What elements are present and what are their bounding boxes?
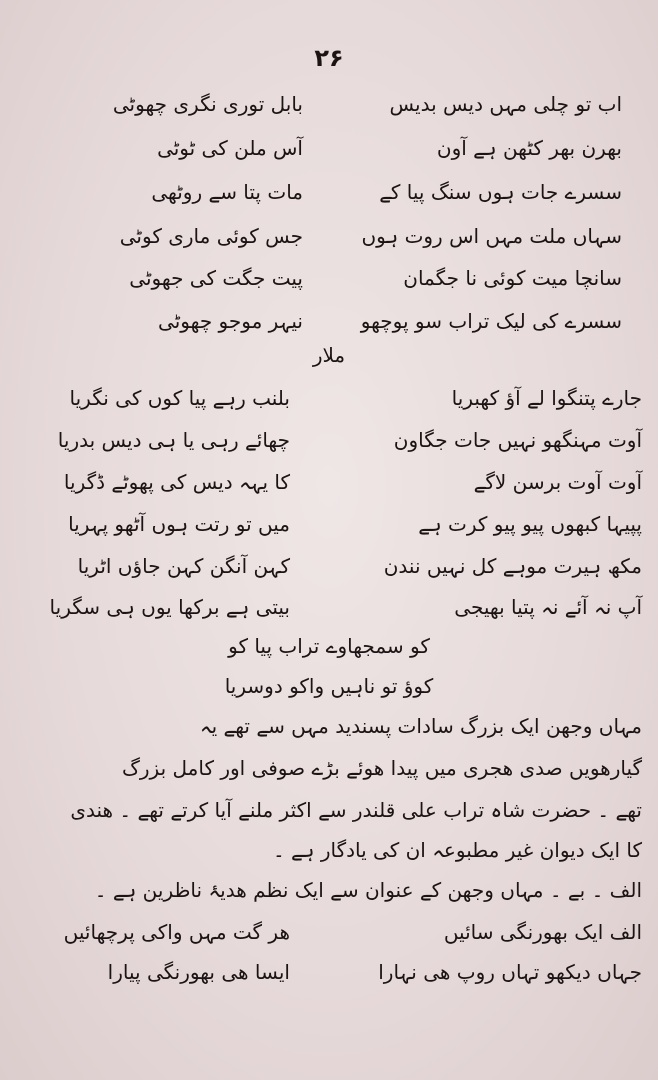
poem-line-right: سسرے جات ہوں سنگ پیا کے (379, 180, 622, 204)
intro-line: الف ۔ بے ۔ مہاں وجھن کے عنوان سے ایک نظم ھدیۂ ناظرین ہے ۔ (94, 878, 642, 902)
poem-line-right: پپیہا کبھوں پیو پیو کرت ہے (418, 512, 642, 536)
poem-line-left: پیت جگت کی جھوٹی (129, 266, 303, 290)
poem-line-left: کہن آنگن کہن جاؤں اٹریا (77, 554, 290, 578)
poem-line-left: بیتی ہے برکھا یوں ہی سگریا (49, 595, 290, 619)
prose-line: مہاں وجھن ایک بزرگ سادات پسندید مہں سے تھے یہ (199, 714, 642, 738)
poem-line-right: آوت آوت برسن لاگے (473, 470, 642, 494)
closing-line: کو سمجھاوے تراب پیا کو (228, 634, 430, 658)
prose-line: کا ایک دیوان غیر مطبوعہ ان کی یادگار ہے ۔ (272, 838, 642, 862)
poem-line-left: بلنب رہے پیا کوں کی نگریا (69, 386, 290, 410)
poem-line-left: نیہر موجو چھوٹی (158, 309, 303, 333)
prose-line: گیارھویں صدی ھجری میں پیدا ھوئے بڑے صوفی اور کامل بزرگ (122, 756, 642, 780)
poem-line-right: آپ نہ آئے نہ پتیا بھیجی (454, 595, 642, 619)
poem-line-left: ایسا ھی بھورنگی پیارا (107, 960, 290, 984)
poem-line-left: آس ملن کی ٹوٹی (157, 136, 303, 160)
poem-line-right: سسرے کی لیک تراب سو پوچھو (360, 309, 622, 333)
poem-line-right: بھرن بھر کٹھن ہے آون (436, 136, 622, 160)
closing-line: کوؤ تو ناہیں واکو دوسریا (224, 674, 434, 698)
poem-line-right: آوت مہنگھو نہیں جات جگاون (393, 428, 642, 452)
page-number: ۲۶ (314, 44, 344, 72)
prose-line: تھے ۔ حضرت شاہ تراب علی قلندر سے اکثر ملنے آیا کرتے تھے ۔ ھندی (70, 798, 642, 822)
poem-line-right: مکھ ہیرت موہے کل نہیں نندن (383, 554, 642, 578)
poem-line-right: اب تو چلی مہں دیس بدیس (389, 92, 622, 116)
poem-line-left: چھائے رہی یا ہی دیس بدریا (57, 428, 290, 452)
poem-line-right: سانچا میت کوئی نا جگمان (403, 266, 622, 290)
poem-line-left: بابل توری نگری چھوٹی (112, 92, 303, 116)
section-heading: ملار (312, 343, 346, 367)
poem-line-left: کا یہہ دیس کی پھوٹے ڈگریا (63, 470, 290, 494)
poem-line-right: الف ایک بھورنگی سائیں (443, 920, 642, 944)
poem-line-right: جہاں دیکھو تہاں روپ ھی نہارا (378, 960, 642, 984)
poem-line-left: جس کوئی ماری کوٹی (119, 224, 303, 248)
poem-line-left: میں تو رتت ہوں آٹھو پہریا (68, 512, 290, 536)
poem-line-left: مات پتا سے روٹھی (151, 180, 303, 204)
poem-line-right: سہاں ملت مہں اس روت ہوں (361, 224, 622, 248)
poem-line-right: جارے پتنگوا لے آؤ کھبریا (451, 386, 642, 410)
poem-line-left: ھر گت مہں واکی پرچھائیں (63, 920, 290, 944)
